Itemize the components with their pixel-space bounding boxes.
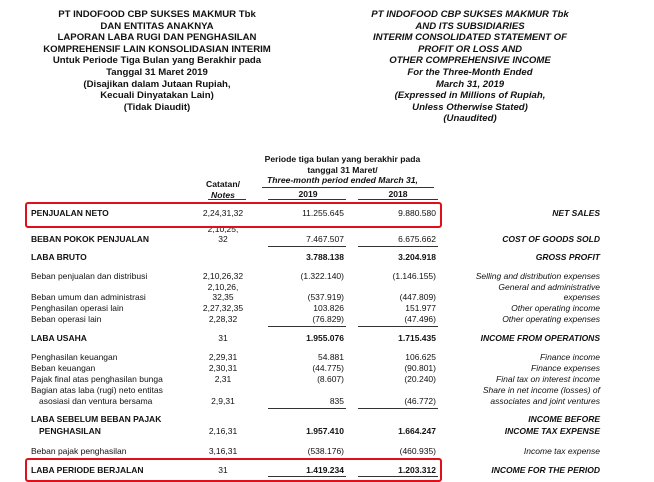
row-value-2018: (20.240) [404,374,436,384]
row-value-2019: 103.826 [313,303,344,313]
row-note: 2,30,31 [208,363,238,373]
row-value-2019: (1.322.140) [300,271,344,281]
row-label-id: LABA PERIODE BERJALAN [31,465,144,475]
row-label-en: COST OF GOODS SOLD [502,234,600,244]
row-value-2019: 1.955.076 [306,333,344,343]
row-label-id: PENGHASILAN [39,426,101,436]
subtotal-line-2018 [358,408,438,409]
row-value-2019: (538.176) [307,446,344,456]
year-2019-header: 2019 [298,189,318,199]
period-header-en: Three-month period ended March 31, [267,175,418,185]
header-en-line: OTHER COMPREHENSIVE INCOME [389,55,551,67]
subtotal-line-2018 [358,246,438,247]
row-label-id: LABA SEBELUM BEBAN PAJAK [31,414,162,424]
row-note: 2,29,31 [208,352,238,362]
row-note: 31 [218,465,228,475]
year-2018-underline [358,199,438,200]
header-id-line: (Tidak Diaudit) [123,101,191,113]
row-label-id: Beban penjualan dan distribusi [31,271,148,281]
row-value-2018: 151.977 [405,303,436,313]
header-indonesian [22,9,292,113]
row-note: 2,10,25, [207,224,239,234]
header-en-line: (Expressed in Millions of Rupiah, [394,90,546,102]
header-en-line: (Unaudited) [443,113,497,125]
row-label-en: General and administrative [498,282,600,292]
row-label-id: Penghasilan operasi lain [31,303,124,313]
row-label-en: Income tax expense [523,446,600,456]
row-label-en: INCOME TAX EXPENSE [504,426,600,436]
row-label-en: Other operating expenses [502,314,600,324]
row-label-en: Other operating income [511,303,600,313]
header-en-line: For the Three-Month Ended [407,66,533,78]
row-label-id: BEBAN POKOK PENJUALAN [31,234,150,244]
row-value-2019: 835 [329,396,344,406]
row-value-2018: 3.204.918 [398,252,436,262]
row-label-en: INCOME BEFORE [528,414,600,424]
header-en-line: AND ITS SUBSIDIARIES [415,20,525,32]
period-header-id-line2: tanggal 31 Maret/ [307,164,378,175]
row-value-2018: 1.715.435 [398,333,436,343]
row-note: 2,27,32,35 [202,303,244,313]
row-value-2018: 1.203.312 [398,465,436,475]
row-label-en: Share in net income (losses) of [482,385,600,395]
row-value-2019: (76.829) [312,314,344,324]
row-label-en: INCOME FROM OPERATIONS [480,333,600,343]
row-label-en: Selling and distribution expenses [475,271,600,281]
highlight-box-net-sales [25,202,442,228]
row-value-2019: 3.788.138 [306,252,344,262]
header-english [330,9,610,125]
subtotal-line-2018 [358,326,438,327]
row-value-2019: 1.957.410 [306,426,344,436]
row-label-id: Beban umum dan administrasi [31,292,146,302]
row-note: 32 [218,234,228,244]
row-note: 2,24,31,32 [202,208,244,218]
subtotal-line-2019 [268,326,346,327]
header-id-line: KOMPREHENSIF LAIN KONSOLIDASIAN INTERIM [43,43,271,55]
row-value-2018: (447.809) [399,292,436,302]
row-label-id: Pajak final atas penghasilan bunga [31,374,163,384]
row-value-2018: 6.675.662 [398,234,436,244]
row-label-en: Finance income [539,352,600,362]
row-label-id: Penghasilan keuangan [31,352,118,362]
row-note: 32,35 [212,292,234,302]
row-value-2018: 106.625 [405,352,436,362]
row-value-2018: (460.935) [399,446,436,456]
row-label-id: Beban operasi lain [31,314,102,324]
header-en-line: PROFIT OR LOSS AND [417,43,523,55]
row-label-id: Beban keuangan [31,363,96,373]
notes-underline [208,199,246,200]
row-label-id: PENJUALAN NETO [31,208,109,218]
period-header-id-line1: Periode tiga bulan yang berakhir pada [264,154,421,164]
row-value-2018: (46.772) [404,396,436,406]
row-value-2019: (537.919) [307,292,344,302]
row-label-en: INCOME FOR THE PERIOD [491,465,600,475]
row-value-2019: 11.255.645 [302,208,344,218]
notes-header: Notes [211,190,235,200]
subtotal-line-2019 [268,408,346,409]
header-en-line: Unless Otherwise Stated) [412,101,528,113]
header-en-line: March 31, 2019 [435,78,505,90]
row-label-en: associates and joint ventures [490,396,600,406]
year-2019-underline [268,199,346,200]
header-id-line: LAPORAN LABA RUGI DAN PENGHASILAN [57,32,257,44]
row-value-2018: 1.664.247 [398,426,436,436]
highlight-box-income-period [25,458,442,482]
row-label-en: Final tax on interest income [496,374,600,384]
row-note: 2,31 [214,374,232,384]
header-id-line: DAN ENTITAS ANAKNYA [100,20,214,32]
row-label-en: expenses [563,292,600,302]
row-note: 3,16,31 [208,446,238,456]
row-label-en: NET SALES [552,208,600,218]
row-value-2019: 54.881 [318,352,344,362]
row-note: 2,10,26,32 [202,271,244,281]
row-note: 2,10,26, [207,282,239,292]
row-value-2018: (90.801) [404,363,436,373]
header-en-line: PT INDOFOOD CBP SUKSES MAKMUR Tbk [371,9,569,20]
subtotal-line-2019 [268,246,346,247]
header-id-line: (Disajikan dalam Jutaan Rupiah, [83,78,231,90]
row-note: 2,16,31 [208,426,238,436]
catatan-header: Catatan/ [206,179,240,189]
row-value-2018: 9.880.580 [398,208,436,218]
row-note: 2,28,32 [208,314,238,324]
row-label-en: Finance expenses [531,363,600,373]
header-id-line: Tanggal 31 Maret 2019 [106,66,208,78]
header-id-line: PT INDOFOOD CBP SUKSES MAKMUR Tbk [58,9,256,20]
row-value-2019: 1.419.234 [306,465,344,475]
row-value-2018: (1.146.155) [392,271,436,281]
row-label-id: Bagian atas laba (rugi) neto entitas [31,385,163,395]
row-value-2019: 7.467.507 [306,234,344,244]
row-label-en: GROSS PROFIT [535,252,600,262]
row-value-2018: (47.496) [404,314,436,324]
header-en-line: INTERIM CONSOLIDATED STATEMENT OF [373,32,567,44]
period-underline [262,187,434,188]
row-label-id: LABA USAHA [31,333,87,343]
period-header-id [250,154,435,175]
year-2018-header: 2018 [388,189,408,199]
row-note: 2,9,31 [211,396,235,406]
row-label-id: Beban pajak penghasilan [31,446,127,456]
header-id-line: Untuk Periode Tiga Bulan yang Berakhir pada [52,55,262,67]
row-value-2019: (44.775) [312,363,344,373]
header-id-line: Kecuali Dinyatakan Lain) [100,90,214,102]
row-value-2019: (8.607) [317,374,344,384]
row-label-id: LABA BRUTO [31,252,87,262]
row-label-id: asosiasi dan ventura bersama [39,396,153,406]
row-note: 31 [218,333,228,343]
